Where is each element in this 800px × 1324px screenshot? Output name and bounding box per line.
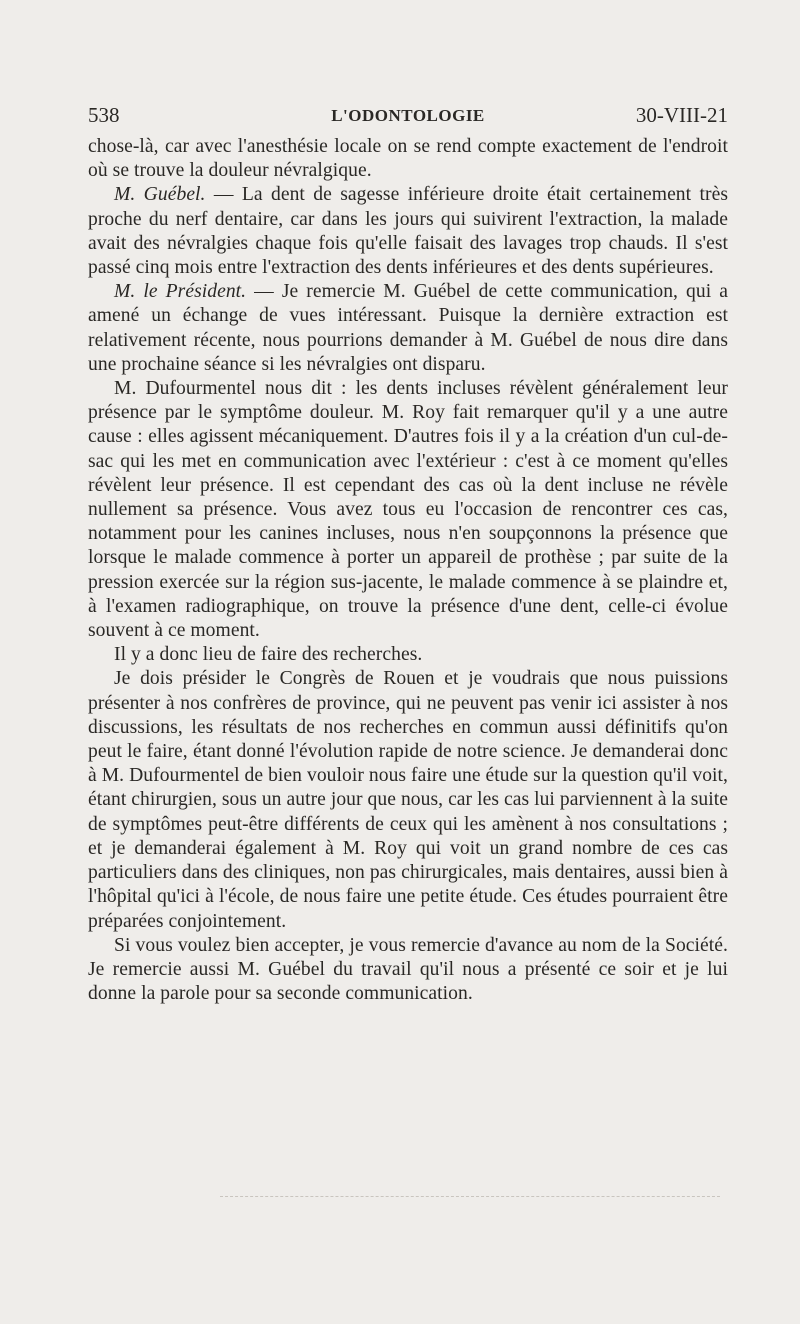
paragraph [88,135,728,183]
paragraph [88,280,728,377]
paragraph [88,377,728,643]
running-head [88,100,728,130]
paragraph [88,183,728,280]
page-number: 538 [88,103,120,127]
journal-title: L'ODONTOLOGIE [331,106,485,125]
paragraph-text: chose-là, car avec l'anesthésie locale on se rend compte exactement de l'endroit où se trouve la douleur névralgique. [88,136,728,182]
body-text [88,135,728,1006]
paragraph-text: Il y a donc lieu de faire des recherches. [114,644,423,666]
paragraph-text: — La dent de sagesse inférieure droite était certainement très proche du nerf dentaire, car dans les jours qui suivirent l'extraction, la malade avait des névralgies chaque fois qu'elle faisait des lavages trop chauds. Il s'est passé cinq mois entre l'extraction des dents inférieures et des dents supérieures. [88,184,728,279]
paragraph [88,643,728,667]
end-rule [220,1196,720,1197]
paragraph-text: M. Dufourmentel nous dit : les dents incluses révèlent généralement leur présence par le symptôme douleur. M. Roy fait remarquer qu'il y a une autre cause : elles agissent mécaniquement. D'autres fois il y a la création d'un cul-de-sac qui les met en communication avec l'extérieur : c'est à ce moment qu'elles révèlent leur présence. Il est cependant des cas où la dent incluse ne révèle nullement sa présence. Vous avez tous eu l'occasion de rencontrer ces cas, notamment pour les canines incluses, nous n'en soupçonnons la présence que lorsque le malade commence à porter un appareil de prothèse ; par suite de la pression exercée sur la région sus-jacente, le malade commence à se plaindre et, à l'examen radiographique, on trouve la présence d'une dent, celle-ci évolue souvent à ce moment. [88,378,728,642]
paragraph-text: — Je remercie M. Guébel de cette communication, qui a amené un échange de vues intéressant. Puisque la dernière extraction est relativement récente, nous pourrions demander à M. Guébel de nous dire dans une prochaine séance si les névralgies ont disparu. [88,281,728,375]
paragraph-text: Je dois présider le Congrès de Rouen et je voudrais que nous puissions présenter à nos confrères de province, qui ne peuvent pas venir ici assister à nos discussions, les résultats de nos recherches en commun aussi définitifs qu'on peut le faire, étant donné l'évolution rapide de notre science. Je demanderai donc à M. Dufourmentel de bien vouloir nous faire une étude sur la question qu'il voit, étant chirurgien, sous un autre jour que nous, car les cas lui parviennent à la suite de symptômes peut-être différents de ceux qui les amènent à nos consultations ; et je demanderai également à M. Roy qui voit un grand nombre de ces cas particuliers dans des cliniques, non pas chirurgicales, mais dentaires, aussi bien à l'hôpital qu'ici à l'école, de nous faire une petite étude. Ces études pourraient être préparées conjointement. [88,668,728,932]
issue-date: 30-VIII-21 [635,103,728,127]
paragraph [88,667,728,933]
paragraph-text: Si vous voulez bien accepter, je vous remercie d'avance au nom de la Société. Je remercie aussi M. Guébel du travail qu'il nous a présenté ce soir et je lui donne la parole pour sa seconde communication. [88,934,728,1005]
printed-page [88,100,728,1006]
speaker-name: M. le Président. [114,281,247,303]
speaker-name: M. Guébel. [114,184,206,206]
paragraph [88,934,728,1007]
